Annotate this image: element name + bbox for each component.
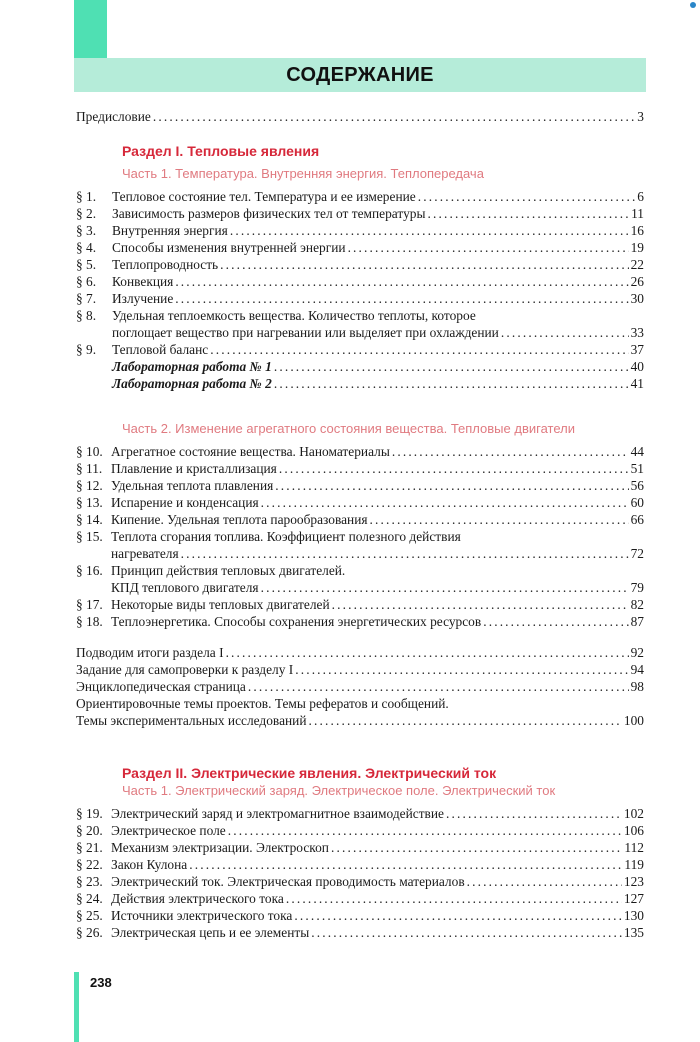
entry-page: 94 [630, 662, 644, 677]
entry-title: Теплота сгорания топлива. Коэффициент полезного действия [111, 529, 461, 544]
leader-dots [392, 443, 629, 460]
entry-number: § 9. [76, 342, 97, 357]
entry-number: § 1. [76, 189, 97, 204]
toc-entry-projects[interactable] [76, 695, 644, 712]
entry-title: Ориентировочные темы проектов. Темы рефератов и сообщений. [76, 696, 449, 711]
entry-page: 56 [630, 478, 644, 493]
leader-dots [311, 924, 622, 941]
leader-dots [153, 108, 635, 125]
section-title: Раздел II. Электрические явления. Электрический ток [122, 765, 497, 781]
entry-number: § 20. [76, 823, 103, 838]
entry-title: Тепловой баланс [112, 342, 209, 357]
entry-number: § 8. [76, 308, 97, 323]
entry-number: § 6. [76, 274, 97, 289]
leader-dots [309, 712, 622, 729]
entry-page: 22 [630, 257, 644, 272]
entry-title: Принцип действия тепловых двигателей. [111, 563, 346, 578]
toc-entry[interactable] [76, 562, 644, 579]
entry-page: 100 [623, 713, 644, 728]
toc-entry[interactable] [76, 511, 644, 528]
entry-number: § 24. [76, 891, 103, 906]
toc-entry-continued[interactable] [76, 579, 644, 596]
toc-entry[interactable] [76, 443, 644, 460]
entry-number: § 22. [76, 857, 103, 872]
entry-page: 16 [630, 223, 644, 238]
publisher-logo [690, 2, 696, 8]
toc-entry[interactable] [76, 907, 644, 924]
leader-dots [189, 856, 622, 873]
entry-page: 26 [630, 274, 644, 289]
leader-dots [274, 358, 629, 375]
toc-entry[interactable] [76, 890, 644, 907]
entry-title: Конвекция [112, 274, 174, 289]
entry-page: 51 [630, 461, 644, 476]
entry-title: Внутренняя энергия [112, 223, 228, 238]
accent-side-bar [74, 972, 79, 1042]
toc-entry[interactable] [76, 494, 644, 511]
entry-title: Кипение. Удельная теплота парообразования [111, 512, 368, 527]
entry-page: 87 [630, 614, 644, 629]
toc-entry[interactable] [76, 222, 644, 239]
leader-dots [483, 613, 628, 630]
entry-page: 79 [630, 580, 644, 595]
entry-page: 37 [630, 342, 644, 357]
leader-dots [501, 324, 629, 341]
section-title: Раздел I. Тепловые явления [122, 143, 320, 159]
leader-dots [175, 290, 628, 307]
leader-dots [230, 222, 629, 239]
entry-page: 3 [637, 109, 644, 124]
toc-entry[interactable] [76, 239, 644, 256]
entry-page: 127 [623, 891, 644, 906]
entry-page: 98 [630, 679, 644, 694]
toc-entry[interactable] [76, 924, 644, 941]
logo-icon [690, 2, 696, 8]
entry-title: Темы экспериментальных исследований [76, 713, 307, 728]
entry-page: 82 [630, 597, 644, 612]
leader-dots [226, 644, 629, 661]
entry-title: Зависимость размеров физических тел от температуры [112, 206, 426, 221]
entry-title: Электрическое поле [111, 823, 226, 838]
entry-title: Действия электрического тока [111, 891, 284, 906]
toc-entry[interactable] [76, 273, 644, 290]
entry-number: § 14. [76, 512, 103, 527]
leader-dots [279, 460, 629, 477]
entry-title: Задание для самопроверки к разделу I [76, 662, 294, 677]
toc-entry-summary[interactable] [76, 644, 644, 661]
toc-entry[interactable] [76, 460, 644, 477]
entry-title: Плавление и кристаллизация [111, 461, 277, 476]
page-number: 238 [90, 975, 112, 990]
entry-page: 135 [623, 925, 644, 940]
entry-title: Электрический ток. Электрическая проводимость материалов [111, 874, 465, 889]
toc-entry[interactable] [76, 528, 644, 545]
entry-title: Закон Кулона [111, 857, 188, 872]
entry-title: Способы изменения внутренней энергии [112, 240, 346, 255]
page-title: СОДЕРЖАНИЕ [286, 63, 434, 86]
entry-number: § 5. [76, 257, 97, 272]
toc-entry[interactable] [76, 188, 644, 205]
toc-entry-continued[interactable] [76, 545, 644, 562]
leader-dots [467, 873, 622, 890]
entry-title: Механизм электризации. Электроскоп [111, 840, 329, 855]
entry-number: § 4. [76, 240, 97, 255]
entry-title: Электрический заряд и электромагнитное взаимодействие [111, 806, 444, 821]
entry-page: 102 [623, 806, 644, 821]
entry-page: 33 [630, 325, 644, 340]
leader-dots [181, 545, 629, 562]
leader-dots [275, 477, 628, 494]
entry-number: § 15. [76, 529, 103, 544]
title-banner [74, 58, 646, 92]
leader-dots [175, 273, 628, 290]
toc-entry[interactable] [76, 839, 644, 856]
leader-dots [248, 678, 629, 695]
toc-entry[interactable] [76, 856, 644, 873]
part-title: Часть 1. Температура. Внутренняя энергия. Теплопередача [122, 166, 484, 181]
entry-page: 19 [630, 240, 644, 255]
toc-entry-preface[interactable] [76, 108, 644, 125]
entry-page: 40 [630, 359, 644, 374]
leader-dots [228, 822, 622, 839]
leader-dots [220, 256, 628, 273]
entry-number: § 16. [76, 563, 103, 578]
leader-dots [274, 375, 629, 392]
toc-entry-lab[interactable] [76, 375, 644, 392]
entry-title: Лабораторная работа № 2 [112, 376, 272, 391]
entry-number: § 10. [76, 444, 103, 459]
entry-title: Теплопроводность [112, 257, 219, 272]
leader-dots [261, 494, 629, 511]
toc-entry-continued[interactable] [76, 712, 644, 729]
entry-page: 92 [630, 645, 644, 660]
entry-title: Удельная теплоемкость вещества. Количество теплоты, которое [112, 308, 476, 323]
entry-title: Подводим итоги раздела I [76, 645, 224, 660]
part-title: Часть 2. Изменение агрегатного состояния вещества. Тепловые двигатели [122, 421, 575, 436]
leader-dots [295, 661, 628, 678]
entry-number: § 18. [76, 614, 103, 629]
entry-title: Электрическая цепь и ее элементы [111, 925, 310, 940]
entry-page: 112 [624, 840, 644, 855]
toc-entry-encyclopedia[interactable] [76, 678, 644, 695]
entry-title: Энциклопедическая страница [76, 679, 246, 694]
toc-entry[interactable] [76, 307, 644, 324]
entry-number: § 26. [76, 925, 103, 940]
leader-dots [418, 188, 636, 205]
entry-page: 106 [623, 823, 644, 838]
entry-number: § 25. [76, 908, 103, 923]
toc-entry[interactable] [76, 205, 644, 222]
entry-page: 30 [630, 291, 644, 306]
toc-entry-lab[interactable] [76, 358, 644, 375]
entry-number: § 3. [76, 223, 97, 238]
entry-title: Удельная теплота плавления [111, 478, 274, 493]
entry-title: Теплоэнергетика. Способы сохранения энергетических ресурсов [111, 614, 482, 629]
entry-page: 123 [623, 874, 644, 889]
leader-dots [427, 205, 629, 222]
toc-entry[interactable] [76, 256, 644, 273]
entry-title: Лабораторная работа № 1 [112, 359, 272, 374]
entry-page: 60 [630, 495, 644, 510]
toc-entry[interactable] [76, 822, 644, 839]
toc-entry[interactable] [76, 596, 644, 613]
entry-title: Некоторые виды тепловых двигателей [111, 597, 330, 612]
toc-entry[interactable] [76, 873, 644, 890]
toc-entry[interactable] [76, 613, 644, 630]
accent-tab [74, 0, 107, 58]
entry-title: Источники электрического тока [111, 908, 293, 923]
entry-page: 11 [631, 206, 644, 221]
entry-title: Испарение и конденсация [111, 495, 259, 510]
entry-page: 41 [630, 376, 644, 391]
toc-entry[interactable] [76, 341, 644, 358]
toc-entry[interactable] [76, 477, 644, 494]
entry-title: Агрегатное состояние вещества. Наноматериалы [111, 444, 390, 459]
toc-entry-self-test[interactable] [76, 661, 644, 678]
leader-dots [286, 890, 622, 907]
leader-dots [210, 341, 628, 358]
toc-entry-continued[interactable] [76, 324, 644, 341]
entry-title: Предисловие [76, 109, 151, 124]
entry-page: 6 [637, 189, 644, 204]
entry-number: § 21. [76, 840, 103, 855]
entry-number: § 2. [76, 206, 97, 221]
leader-dots [348, 239, 629, 256]
entry-number: § 13. [76, 495, 103, 510]
entry-page: 72 [630, 546, 644, 561]
entry-number: § 23. [76, 874, 103, 889]
entry-page: 66 [630, 512, 644, 527]
entry-title: КПД теплового двигателя [111, 580, 259, 595]
entry-number: § 19. [76, 806, 103, 821]
leader-dots [294, 907, 622, 924]
entry-title: поглощает вещество при нагревании или выделяет при охлаждении [112, 325, 499, 340]
part-title: Часть 1. Электрический заряд. Электрическое поле. Электрический ток [122, 783, 556, 798]
leader-dots [370, 511, 629, 528]
entry-number: § 11. [76, 461, 103, 476]
leader-dots [331, 839, 622, 856]
entry-number: § 17. [76, 597, 103, 612]
entry-title: Излучение [112, 291, 174, 306]
entry-number: § 12. [76, 478, 103, 493]
leader-dots [332, 596, 629, 613]
entry-number: § 7. [76, 291, 97, 306]
leader-dots [446, 805, 622, 822]
entry-title: нагревателя [111, 546, 179, 561]
entry-page: 130 [623, 908, 644, 923]
toc-entry[interactable] [76, 805, 644, 822]
entry-page: 44 [630, 444, 644, 459]
entry-title: Тепловое состояние тел. Температура и ее измерение [112, 189, 416, 204]
leader-dots [261, 579, 629, 596]
entry-page: 119 [624, 857, 644, 872]
toc-entry[interactable] [76, 290, 644, 307]
